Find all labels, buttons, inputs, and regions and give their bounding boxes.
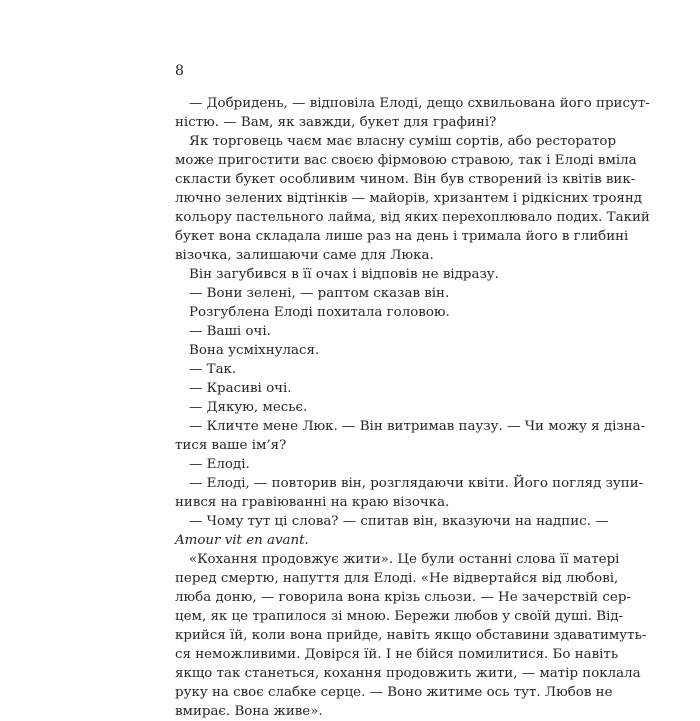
- text-line: [175, 208, 650, 227]
- text-line-content: нився на гравіюванні на краю візочка.: [175, 495, 450, 510]
- text-line: [175, 550, 620, 569]
- text-line-content: Він загубився в її очах і відповів не відразу.: [189, 267, 499, 282]
- text-line: [175, 626, 647, 645]
- text-line: [175, 398, 525, 417]
- text-line-content: — Добридень, — відповіла Елоді, дещо схвильована його присут-: [189, 96, 650, 111]
- text-line: [175, 113, 525, 132]
- text-line: [175, 455, 525, 474]
- text-line: [175, 360, 525, 379]
- text-line: [175, 607, 624, 626]
- text-line: [175, 227, 629, 246]
- text-line: [175, 379, 525, 398]
- text-line-content: перед смертю, напуття для Елоді. «Не відвертайся від любові,: [175, 571, 619, 586]
- text-line: [175, 436, 525, 455]
- text-line: [175, 645, 619, 664]
- text-line: [175, 341, 525, 360]
- text-line-content: — Чому тут ці слова? — спитав він, вказуючи на надпис. —: [189, 514, 609, 529]
- text-line: [175, 417, 646, 436]
- text-line: [175, 474, 644, 493]
- text-line-content: цем, як це трапилося зі мною. Бережи любов у своїй душі. Від-: [175, 609, 624, 624]
- text-line: [175, 664, 641, 683]
- text-line: [175, 265, 525, 284]
- text-line-content: — Вони зелені, — раптом сказав він.: [189, 286, 450, 301]
- text-line-content: візочка, залишаючи саме для Люка.: [175, 248, 434, 263]
- text-line-content: може пригостити вас своєю фірмовою стравою, так і Елоді вміла: [175, 153, 637, 168]
- text-line: [175, 151, 637, 170]
- text-line: [175, 493, 525, 512]
- text-line-content: Вона усміхнулася.: [189, 343, 320, 358]
- text-line-content: тися ваше ім’я?: [175, 438, 287, 453]
- text-line-content: — Так.: [189, 362, 237, 377]
- text-line: [175, 322, 525, 341]
- text-line: [175, 170, 636, 189]
- text-line-content: крийся їй, коли вона прийде, навіть якщо обставини здаватимуть-: [175, 628, 647, 643]
- text-line-content: Як торговець чаєм має власну суміш сортів, або ресторатор: [189, 134, 617, 149]
- text-line-content: — Красиві очі.: [189, 381, 292, 396]
- text-line-content: — Елоді, — повторив він, розглядаючи квіти. Його погляд зупи-: [189, 476, 644, 491]
- text-line: [175, 702, 525, 721]
- text-line: [175, 588, 631, 607]
- text-line-content: — Елоді.: [189, 457, 250, 472]
- text-line-content: ністю. — Вам, як завжди, букет для графині?: [175, 115, 497, 130]
- text-line: [175, 284, 525, 303]
- text-line-content: — Ваші очі.: [189, 324, 271, 339]
- text-line: [175, 189, 643, 208]
- text-line-content: — Кличте мене Люк. — Він витримав паузу. — Чи можу я дізна-: [189, 419, 646, 434]
- text-line: [175, 512, 609, 531]
- page-number: 8: [175, 63, 184, 79]
- text-line-content: руку на своє слабке серце. — Воно житиме ось тут. Любов не: [175, 685, 613, 700]
- text-line-content: якщо так станеться, кохання продовжить жити, — матір поклала: [175, 666, 641, 681]
- text-line-content: люба доню, — говорила вона крізь сльози. — Не зачерствій сер-: [175, 590, 631, 605]
- text-line: [175, 246, 525, 265]
- text-line: [175, 683, 613, 702]
- body-text: [175, 94, 650, 721]
- text-line-content: — Дякую, месьє.: [189, 400, 308, 415]
- text-line: [175, 531, 525, 550]
- text-line-content: Розгублена Елоді похитала головою.: [189, 305, 450, 320]
- text-line-content: «Кохання продовжує жити». Це були останні слова її матері: [189, 552, 620, 567]
- text-line-content: кольору пастельного лайма, від яких перехоплювало подих. Такий: [175, 210, 650, 225]
- text-line-content: букет вона складала лише раз на день і тримала його в глибині: [175, 229, 629, 244]
- text-line-content: скласти букет особливим чином. Він був створений із квітів вик-: [175, 172, 636, 187]
- text-line-content: вмирає. Вона живе».: [175, 704, 323, 719]
- text-line: [175, 94, 650, 113]
- italic-phrase: Amour vit en avant.: [175, 533, 309, 548]
- text-line: [175, 132, 617, 151]
- text-line: [175, 303, 525, 322]
- text-line-content: лючно зелених відтінків — майорів, хризантем і рідкісних троянд: [175, 191, 643, 206]
- text-line-content: ся неможливими. Довірся їй. І не бійся помилитися. Бо навіть: [175, 647, 619, 662]
- text-line: [175, 569, 619, 588]
